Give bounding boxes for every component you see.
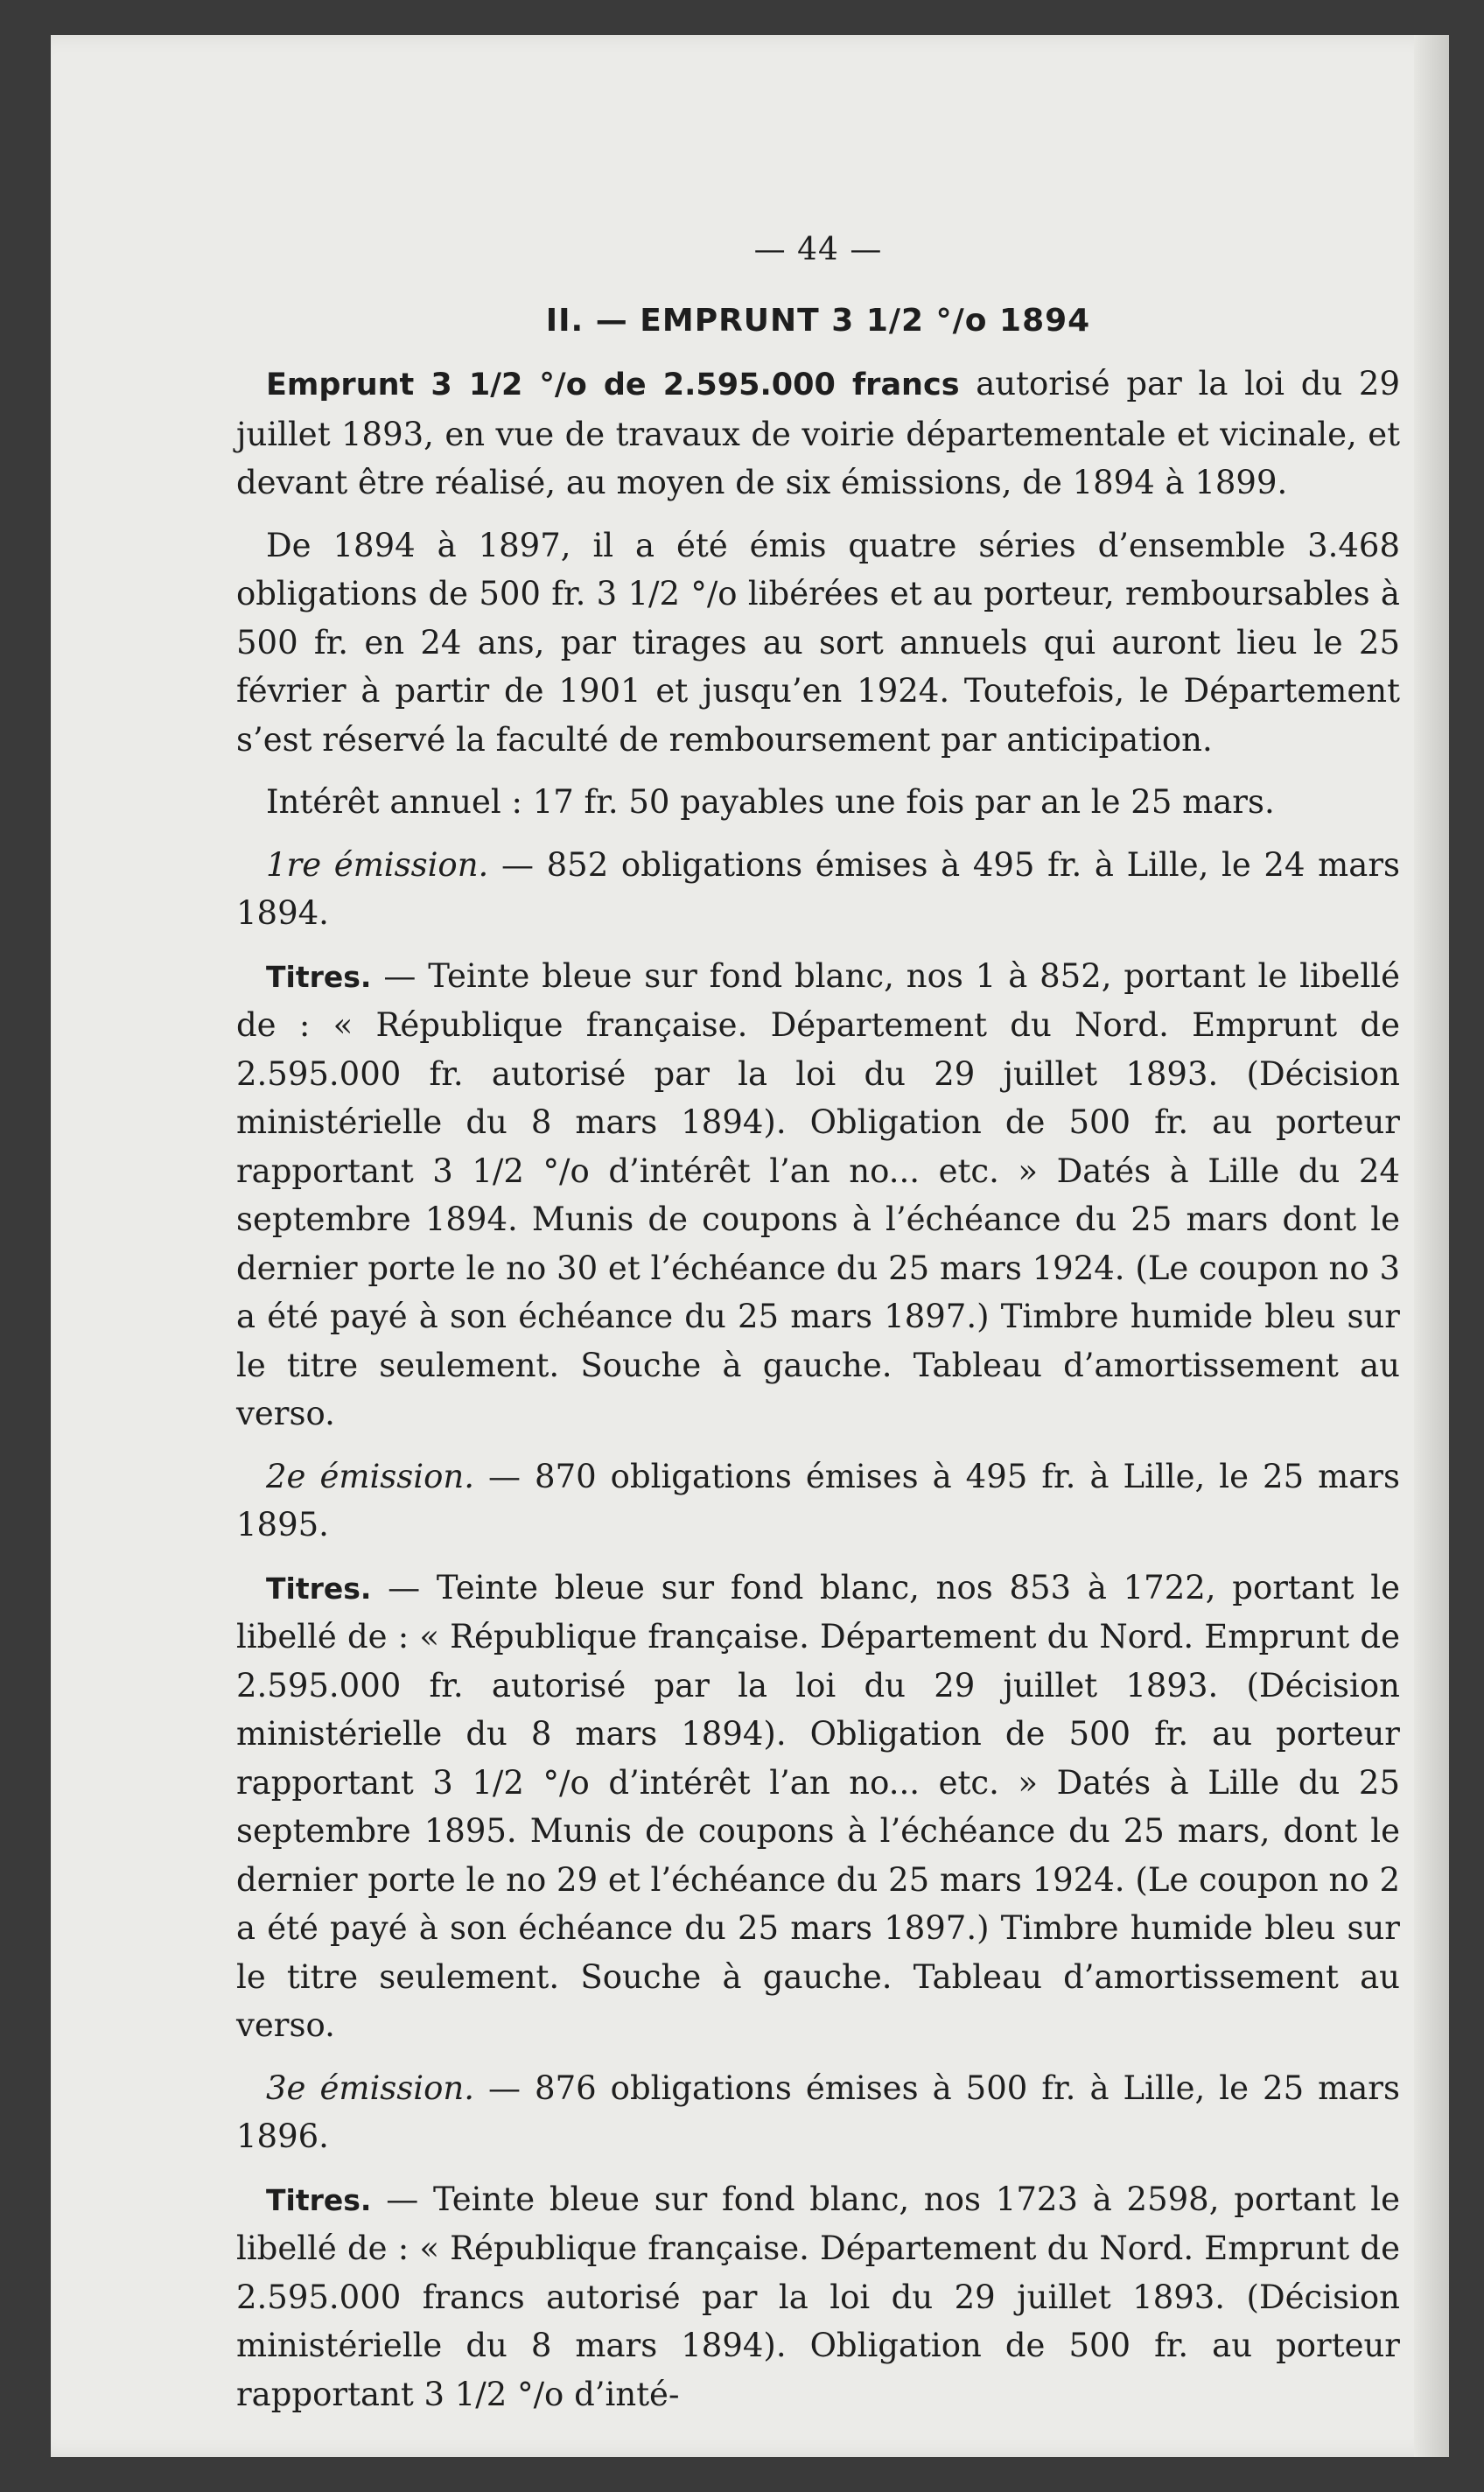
- section-title: II. — EMPRUNT 3 1/2 °/o 1894: [545, 303, 1091, 339]
- page-content: [236, 232, 1400, 2418]
- emission-1-paragraph: [236, 841, 1400, 938]
- titres-3-label: Titres.: [266, 2182, 372, 2217]
- interest-paragraph: Intérêt annuel : 17 fr. 50 payables une fois par an le 25 mars.: [266, 783, 1275, 821]
- titres-2-label: Titres.: [266, 1571, 372, 1606]
- book-page: [51, 35, 1449, 2457]
- emission-2-paragraph: [236, 1452, 1400, 1550]
- page-edge-shadow: [1414, 35, 1449, 2457]
- titres-1-label: Titres.: [266, 959, 372, 994]
- titres-2-text: — Teinte bleue sur fond blanc, nos 853 à 1722, portant le libellé de : « République française. Département du Nord. Emprunt de 2.595.000 fr. autorisé par la loi du 29 juillet 1893. (Décision ministérielle du 8 mars 1894). Obligation de 500 fr. au porteur rapportant 3 1/2 °/o d’intérêt l’an no... etc. » Datés à Lille du 25 septembre 1895. Munis de coupons à l’échéance du 25 mars, dont le dernier porte le no 29 et l’échéance du 25 mars 1924. (Le coupon no 2 a été payé à son échéance du 25 mars 1897.) Timbre humide bleu sur le titre seulement. Souche à gauche. Tableau d’amortissement au verso.: [236, 1568, 1400, 2044]
- titres-3-paragraph: [236, 2175, 1400, 2419]
- emission-3-label: 3e émission.: [266, 2068, 474, 2107]
- series-paragraph: De 1894 à 1897, il a été émis quatre séries d’ensemble 3.468 obligations de 500 fr. 3 1/2 °/o libérées et au porteur, remboursables à 500 fr. en 24 ans, par tirages au sort annuels qui auront lieu le 25 février à partir de 1901 et jusqu’en 1924. Toutefois, le Département s’est réservé la faculté de remboursement par anticipation.: [236, 526, 1400, 759]
- emission-2-label: 2e émission.: [266, 1457, 474, 1495]
- titres-3-text: — Teinte bleue sur fond blanc, nos 1723 à 2598, portant le libellé de : « République française. Département du Nord. Emprunt de 2.595.000 francs autorisé par la loi du 29 juillet 1893. (Décision ministérielle du 8 mars 1894). Obligation de 500 fr. au porteur rapportant 3 1/2 °/o d’inté-: [236, 2180, 1400, 2413]
- titres-1-paragraph: [236, 952, 1400, 1438]
- emission-3-text: — 876 obligations émises à 500 fr. à Lille, le 25 mars 1896.: [236, 2068, 1400, 2155]
- intro-paragraph: [236, 360, 1400, 508]
- emission-2-text: — 870 obligations émises à 495 fr. à Lille, le 25 mars 1895.: [236, 1457, 1400, 1544]
- intro-text: autorisé par la loi du 29 juillet 1893, en vue de travaux de voirie départementale et vicinale, et devant être réalisé, au moyen de six émissions, de 1894 à 1899.: [236, 365, 1400, 501]
- emission-1-label: 1re émission.: [266, 845, 489, 884]
- intro-lead: Emprunt 3 1/2 °/o de 2.595.000 francs: [266, 368, 960, 402]
- titres-1-text: — Teinte bleue sur fond blanc, nos 1 à 852, portant le libellé de : « République française. Département du Nord. Emprunt de 2.595.000 fr. autorisé par la loi du 29 juillet 1893. (Décision ministérielle du 8 mars 1894). Obligation de 500 fr. au porteur rapportant 3 1/2 °/o d’intérêt l’an no... etc. » Datés à Lille du 24 septembre 1894. Munis de coupons à l’échéance du 25 mars dont le dernier porte le no 30 et l’échéance du 25 mars 1924. (Le coupon no 3 a été payé à son échéance du 25 mars 1897.) Timbre humide bleu sur le titre seulement. Souche à gauche. Tableau d’amortissement au verso.: [236, 956, 1400, 1432]
- page-number: — 44 —: [753, 232, 883, 268]
- emission-3-paragraph: [236, 2064, 1400, 2161]
- titres-2-paragraph: [236, 1564, 1400, 2050]
- emission-1-text: — 852 obligations émises à 495 fr. à Lille, le 24 mars 1894.: [236, 845, 1400, 932]
